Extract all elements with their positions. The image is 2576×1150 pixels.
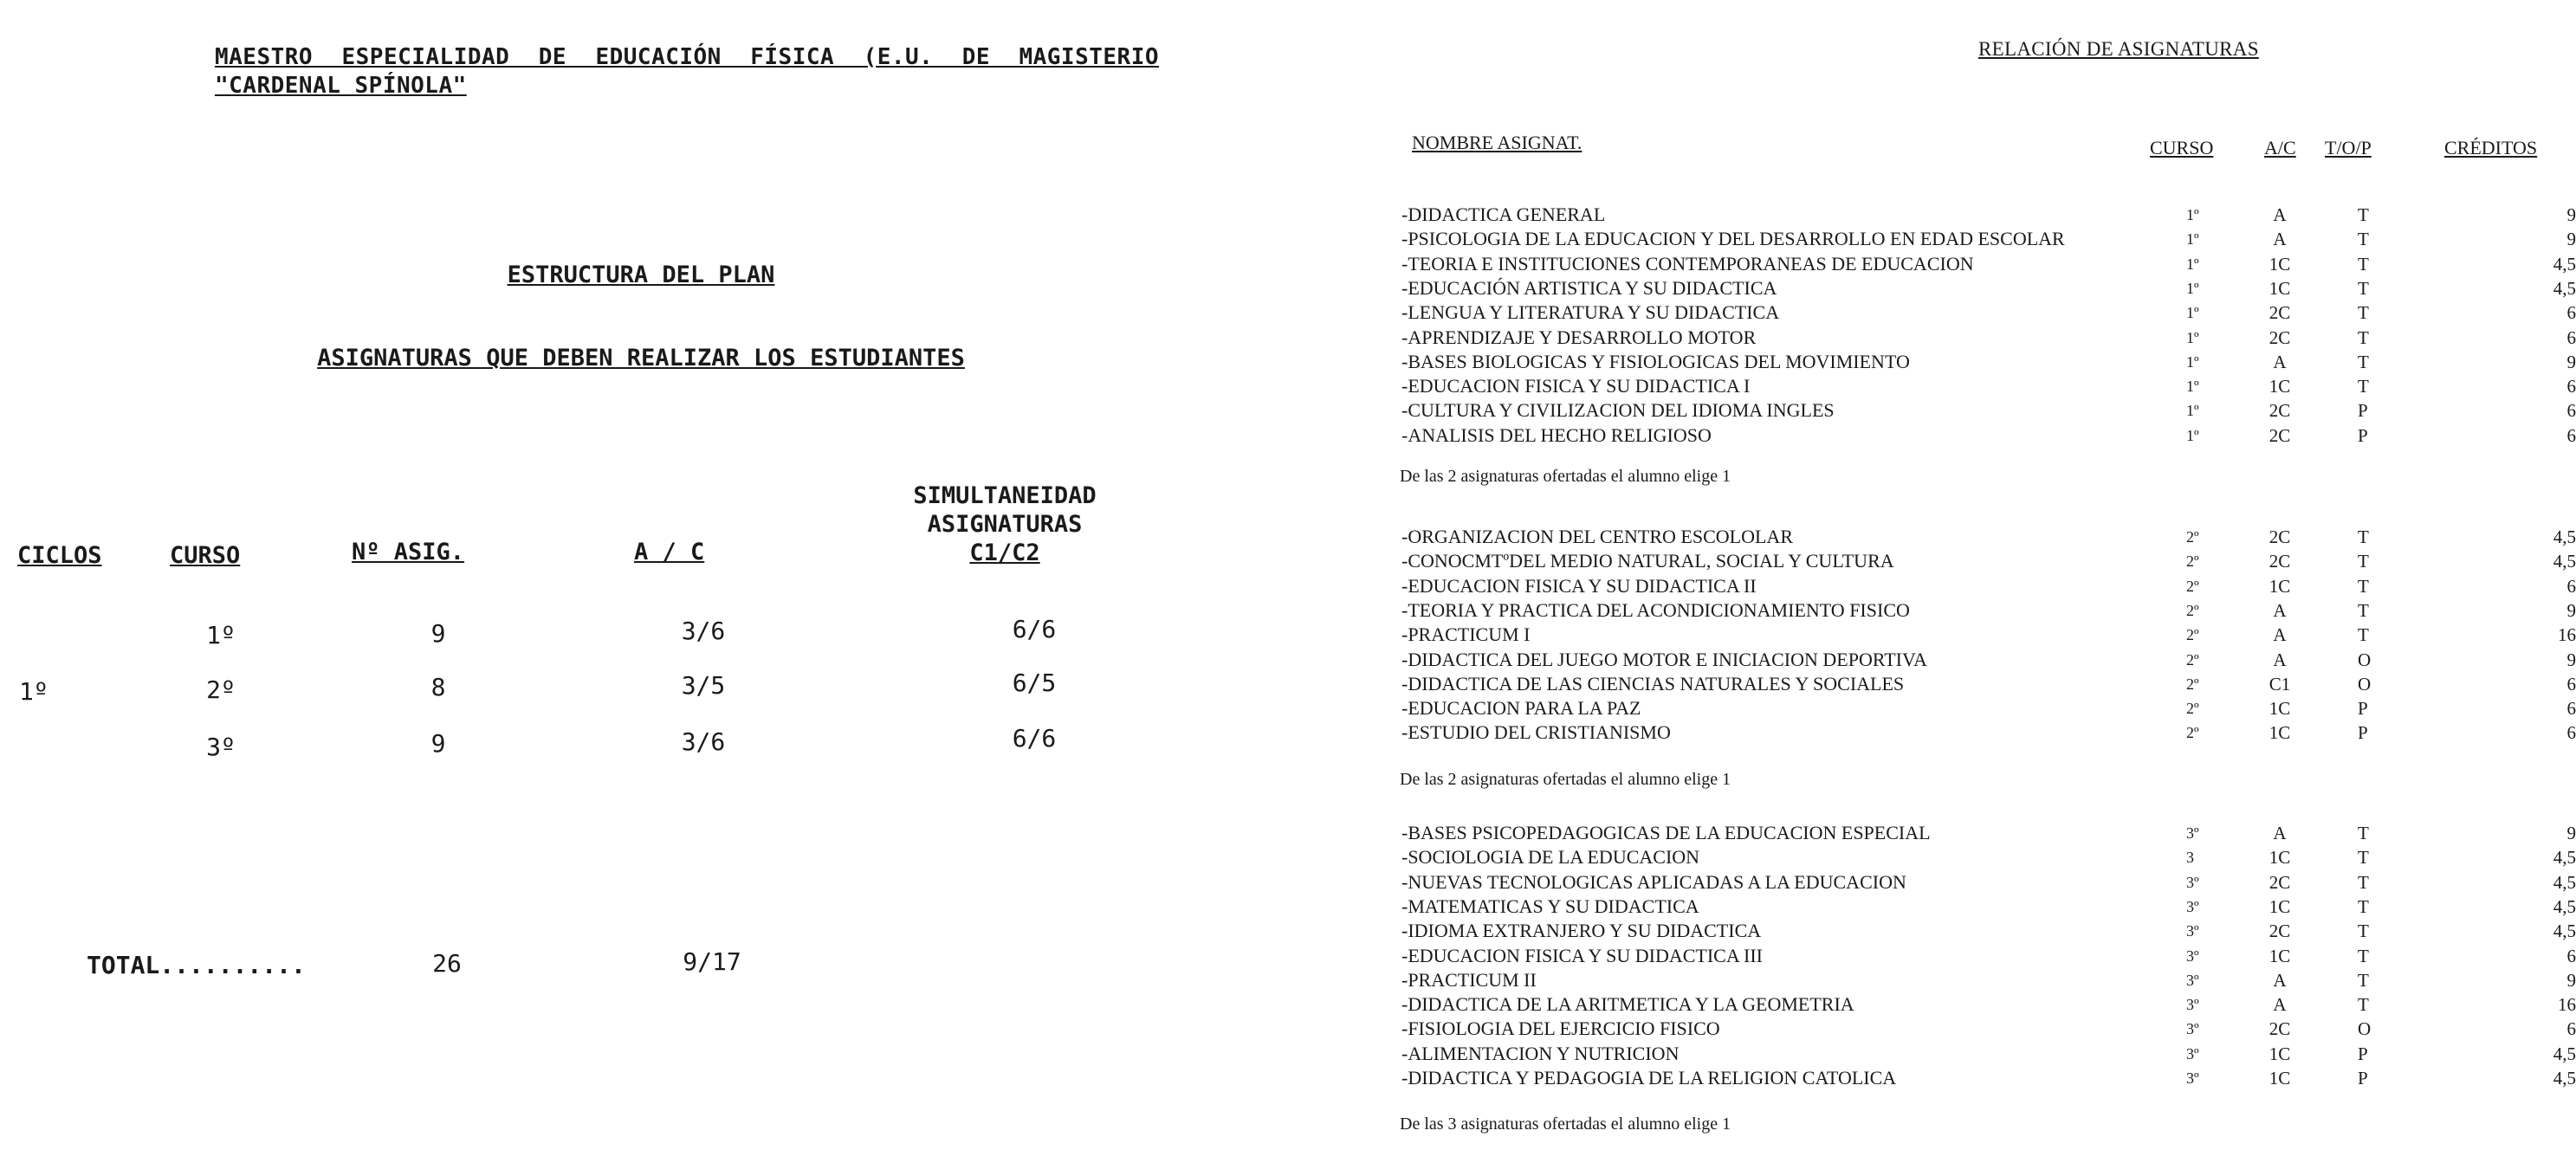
subject-top: T	[2358, 376, 2369, 397]
subject-credits: 9	[2566, 969, 2576, 991]
subject-row	[1401, 870, 2576, 895]
subject-credits: 6	[2566, 376, 2576, 397]
total-n-asig: 26	[432, 949, 462, 978]
subject-ac: 2C	[2269, 302, 2291, 324]
simul-line-1: SIMULTANEIDAD	[913, 482, 1097, 509]
subject-name: -DIDACTICA DEL JUEGO MOTOR E INICIACION DEPORTIVA	[1401, 648, 1927, 670]
subject-name: -SOCIOLOGIA DE LA EDUCACION	[1401, 846, 1700, 869]
subject-name: -NUEVAS TECNOLOGICAS APLICADAS A LA EDUCACION	[1401, 870, 1906, 893]
subject-row	[1401, 968, 2576, 992]
subject-top: T	[2358, 527, 2369, 547]
subject-credits: 6	[2566, 575, 2576, 597]
subject-credits: 6	[2566, 945, 2576, 966]
subject-row	[1401, 648, 2576, 672]
row3-n-asig: 9	[430, 729, 446, 758]
subject-curso: 3º	[2186, 1020, 2199, 1038]
subject-ac: A	[2273, 599, 2287, 621]
subject-curso: 1º	[2186, 352, 2199, 371]
subject-top: P	[2358, 400, 2368, 422]
subject-row	[1401, 252, 2576, 276]
header-creditos: CRÉDITOS	[2444, 137, 2538, 158]
subject-row	[1401, 549, 2576, 573]
subject-row	[1401, 276, 2576, 300]
subject-ac: 1C	[2269, 847, 2291, 869]
subject-row	[1401, 696, 2576, 720]
subject-name: -CULTURA Y CIVILIZACION DEL IDIOMA INGLES	[1401, 399, 1835, 422]
subject-name: -ESTUDIO DEL CRISTIANISMO	[1401, 721, 1671, 744]
subject-top: P	[2358, 722, 2368, 744]
subject-name: -BASES PSICOPEDAGOGICAS DE LA EDUCACION ESPECIAL	[1401, 822, 1931, 843]
row1-ac: 3/6	[681, 617, 726, 645]
subject-curso: 1º	[2186, 304, 2199, 322]
subject-credits: 6	[2566, 698, 2576, 720]
subject-ac: 2C	[2269, 527, 2291, 547]
subject-top: T	[2358, 204, 2369, 225]
subject-top: T	[2358, 994, 2369, 1016]
subject-top: T	[2358, 277, 2369, 299]
subject-row	[1401, 398, 2576, 423]
subject-row	[1401, 300, 2576, 325]
subject-credits: 4,5	[2553, 253, 2576, 275]
subject-top: T	[2358, 847, 2369, 869]
subject-ac: A	[2273, 229, 2287, 250]
subject-curso: 2º	[2186, 626, 2199, 644]
subject-row	[1401, 574, 2576, 598]
subject-row	[1401, 350, 2576, 374]
document-header: MAESTRO ESPECIALIDAD DE EDUCACIÓN FÍSICA (E.U. DE MAGISTERIO "CARDENAL SPÍNOLA"	[215, 44, 1159, 99]
subject-top: P	[2358, 1068, 2368, 1089]
subject-ac: 1C	[2269, 1068, 2291, 1089]
subject-ac: 2C	[2269, 1018, 2291, 1040]
subject-top: O	[2358, 649, 2372, 670]
subject-top: T	[2358, 351, 2369, 372]
subject-credits: 9	[2566, 649, 2576, 670]
subject-credits: 4,5	[2553, 895, 2576, 917]
col-header-ac: A / C	[634, 539, 705, 565]
subject-row	[1401, 326, 2576, 350]
subject-row	[1401, 423, 2576, 448]
subject-top: O	[2358, 673, 2372, 695]
row3-ac: 3/6	[681, 727, 726, 756]
subject-credits: 4,5	[2553, 847, 2576, 869]
subject-ac: 1C	[2269, 895, 2291, 917]
subject-name: -EDUCACION FISICA Y SU DIDACTICA I	[1401, 375, 1751, 397]
subject-curso: 1º	[2186, 255, 2199, 273]
subject-ac: A	[2273, 994, 2287, 1016]
subject-credits: 6	[2566, 673, 2576, 695]
subject-top: T	[2358, 921, 2369, 942]
subject-name: -DIDACTICA DE LA ARITMETICA Y LA GEOMETRIA	[1401, 993, 1854, 1016]
subject-top: P	[2358, 424, 2368, 446]
subject-name: -TEORIA E INSTITUCIONES CONTEMPORANEAS DE EDUCACION	[1401, 252, 1974, 275]
subject-credits: 9	[2566, 823, 2576, 843]
total-ac: 9/17	[683, 947, 741, 976]
subject-curso: 2º	[2186, 724, 2199, 742]
subject-credits: 4,5	[2553, 527, 2576, 547]
subject-top: T	[2358, 599, 2369, 621]
row1-n-asig: 9	[430, 619, 446, 648]
subject-curso: 3	[2186, 849, 2194, 867]
subject-curso: 3º	[2186, 971, 2199, 989]
elective-note: De las 2 asignaturas ofertadas el alumno elige 1	[1400, 769, 1731, 789]
subject-curso: 1º	[2186, 378, 2199, 396]
subject-curso: 2º	[2186, 650, 2199, 669]
subject-top: T	[2358, 551, 2369, 572]
subject-curso: 3º	[2186, 897, 2199, 915]
col-header-n-asig: Nº ASIG.	[352, 539, 465, 565]
subject-curso: 3º	[2186, 1069, 2199, 1087]
subject-credits: 6	[2566, 424, 2576, 446]
subject-ac: 2C	[2269, 551, 2291, 572]
header-top: T/O/P	[2325, 137, 2372, 158]
subject-row	[1401, 992, 2576, 1017]
subject-top: T	[2358, 326, 2369, 348]
subject-top: T	[2358, 895, 2369, 917]
subject-ac: 1C	[2269, 1043, 2291, 1064]
col-header-simultaneidad	[875, 481, 1135, 567]
subjects-title: ASIGNATURAS QUE DEBEN REALIZAR LOS ESTUDIANTES	[317, 345, 965, 371]
subject-curso: 3º	[2186, 1044, 2199, 1063]
subject-curso: 2º	[2186, 700, 2199, 718]
subject-name: -TEORIA Y PRACTICA DEL ACONDICIONAMIENTO FISICO	[1401, 598, 1910, 621]
subject-credits: 4,5	[2553, 921, 2576, 942]
subject-curso: 1º	[2186, 426, 2199, 444]
col-header-curso: CURSO	[170, 542, 241, 569]
subject-row	[1401, 525, 2576, 549]
subject-row	[1401, 227, 2576, 251]
subject-ac: 1C	[2269, 575, 2291, 597]
subject-row	[1401, 623, 2576, 647]
subject-ac: 1C	[2269, 253, 2291, 275]
subject-name: -DIDACTICA GENERAL	[1401, 204, 1606, 225]
subject-credits: 4,5	[2553, 551, 2576, 572]
subject-curso: 2º	[2186, 552, 2199, 571]
subject-name: -ORGANIZACION DEL CENTRO ESCOLOLAR	[1401, 526, 1793, 547]
subject-name: -ALIMENTACION Y NUTRICION	[1401, 1042, 1680, 1064]
relation-title: RELACIÓN DE ASIGNATURAS	[1978, 38, 2259, 60]
subject-top: T	[2358, 575, 2369, 597]
subject-ac: A	[2273, 351, 2287, 372]
subject-name: -DIDACTICA DE LAS CIENCIAS NATURALES Y SOCIALES	[1401, 672, 1905, 695]
subject-name: -EDUCACION PARA LA PAZ	[1401, 697, 1641, 720]
subject-ac: 2C	[2269, 921, 2291, 942]
subject-curso: 1º	[2186, 402, 2199, 420]
subject-ac: A	[2273, 969, 2287, 991]
subject-curso: 3º	[2186, 922, 2199, 940]
simul-line-2: ASIGNATURAS	[927, 511, 1083, 538]
subject-curso: 3º	[2186, 946, 2199, 965]
subject-ac: 2C	[2269, 326, 2291, 348]
subject-name: -PRACTICUM I	[1401, 623, 1531, 646]
subject-credits: 9	[2566, 204, 2576, 225]
subject-name: -BASES BIOLOGICAS Y FISIOLOGICAS DEL MOVIMIENTO	[1401, 350, 1910, 372]
subject-row	[1401, 374, 2576, 398]
subject-credits: 4,5	[2553, 1043, 2576, 1064]
subject-ac: C1	[2269, 673, 2291, 695]
subject-top: T	[2358, 624, 2369, 646]
subject-ac: 2C	[2269, 400, 2291, 422]
subject-ac: 1C	[2269, 945, 2291, 966]
subject-credits: 4,5	[2553, 277, 2576, 299]
subject-ac: A	[2273, 624, 2287, 646]
subject-curso: 1º	[2186, 328, 2199, 346]
subject-top: T	[2358, 871, 2369, 893]
row1-simul: 6/6	[1012, 615, 1057, 643]
subject-ac: A	[2273, 649, 2287, 670]
subject-credits: 9	[2566, 599, 2576, 621]
subject-top: T	[2358, 253, 2369, 275]
subject-row	[1401, 895, 2576, 919]
subject-name: -APRENDIZAJE Y DESARROLLO MOTOR	[1401, 326, 1757, 348]
row3-simul: 6/6	[1012, 724, 1057, 753]
subject-name: -ANALISIS DEL HECHO RELIGIOSO	[1401, 423, 1712, 446]
header-nombre-asignat: NOMBRE ASIGNAT.	[1412, 132, 1582, 153]
subject-name: -EDUCACIÓN ARTISTICA Y SU DIDACTICA	[1401, 276, 1777, 299]
row2-ac: 3/5	[681, 671, 726, 700]
col-header-ciclos: CICLOS	[17, 542, 102, 569]
subject-curso: 1º	[2186, 279, 2199, 297]
subject-row	[1401, 821, 2576, 845]
subject-row	[1401, 1066, 2576, 1090]
subject-top: T	[2358, 823, 2369, 843]
subject-name: -IDIOMA EXTRANJERO Y SU DIDACTICA	[1401, 920, 1762, 942]
subject-curso: 2º	[2186, 528, 2199, 546]
subject-top: T	[2358, 229, 2369, 250]
subject-name: -CONOCMTºDEL MEDIO NATURAL, SOCIAL Y CULTURA	[1401, 550, 1894, 572]
subject-ac: 1C	[2269, 698, 2291, 720]
subject-ac: A	[2273, 204, 2287, 225]
subject-ac: 2C	[2269, 424, 2291, 446]
row2-curso: 2º	[206, 675, 236, 704]
subject-curso: 3º	[2186, 996, 2199, 1014]
subject-credits: 4,5	[2553, 1068, 2576, 1089]
subject-name: -DIDACTICA Y PEDAGOGIA DE LA RELIGION CATOLICA	[1401, 1067, 1897, 1089]
ciclo-value: 1º	[19, 677, 49, 706]
subject-name: -EDUCACION FISICA Y SU DIDACTICA II	[1401, 574, 1757, 597]
header-ac: A/C	[2264, 137, 2296, 158]
subject-credits: 9	[2566, 229, 2576, 250]
subject-ac: 1C	[2269, 376, 2291, 397]
subject-curso: 2º	[2186, 675, 2199, 693]
subject-row	[1401, 203, 2576, 227]
row2-simul: 6/5	[1012, 669, 1057, 697]
subject-row	[1401, 845, 2576, 869]
subject-row	[1401, 944, 2576, 968]
elective-note: De las 2 asignaturas ofertadas el alumno elige 1	[1400, 467, 1731, 486]
plan-title: ESTRUCTURA DEL PLAN	[507, 262, 775, 288]
subject-top: P	[2358, 1043, 2368, 1064]
subject-top: T	[2358, 945, 2369, 966]
subject-curso: 1º	[2186, 230, 2199, 249]
subject-credits: 16	[2558, 624, 2576, 646]
subject-row	[1401, 672, 2576, 696]
header-curso: CURSO	[2150, 137, 2214, 158]
subject-ac: 1C	[2269, 277, 2291, 299]
subject-ac: 2C	[2269, 871, 2291, 893]
right-page	[1369, 0, 2576, 1150]
subject-row	[1401, 598, 2576, 623]
subject-name: -PSICOLOGIA DE LA EDUCACION Y DEL DESARROLLO EN EDAD ESCOLAR	[1401, 228, 2065, 250]
row1-curso: 1º	[206, 621, 236, 649]
subject-curso: 3º	[2186, 873, 2199, 891]
subject-name: -PRACTICUM II	[1401, 968, 1537, 991]
subject-row	[1401, 919, 2576, 943]
subject-credits: 6	[2566, 400, 2576, 422]
subject-credits: 6	[2566, 326, 2576, 348]
subject-top: O	[2358, 1018, 2372, 1040]
subject-credits: 4,5	[2553, 871, 2576, 893]
row2-n-asig: 8	[430, 673, 446, 701]
subject-top: T	[2358, 302, 2369, 324]
subject-row	[1401, 1042, 2576, 1066]
subject-row	[1401, 1017, 2576, 1041]
subject-curso: 3º	[2186, 824, 2199, 842]
subject-curso: 1º	[2186, 206, 2199, 223]
left-page	[0, 0, 1282, 1150]
subject-ac: A	[2273, 823, 2287, 843]
subject-top: T	[2358, 969, 2369, 991]
subject-credits: 6	[2566, 722, 2576, 744]
subject-ac: 1C	[2269, 722, 2291, 744]
elective-note: De las 3 asignaturas ofertadas el alumno elige 1	[1400, 1114, 1731, 1134]
subject-top: P	[2358, 698, 2368, 720]
subject-row	[1401, 720, 2576, 745]
subject-curso: 2º	[2186, 601, 2199, 619]
subject-credits: 6	[2566, 1018, 2576, 1040]
subject-credits: 9	[2566, 351, 2576, 372]
total-label: TOTAL..........	[87, 951, 306, 979]
subject-name: -FISIOLOGIA DEL EJERCICIO FISICO	[1401, 1018, 1720, 1040]
subject-curso: 2º	[2186, 577, 2199, 595]
row3-curso: 3º	[206, 733, 236, 761]
subject-name: -MATEMATICAS Y SU DIDACTICA	[1401, 895, 1699, 917]
subject-credits: 6	[2566, 302, 2576, 324]
subject-name: -LENGUA Y LITERATURA Y SU DIDACTICA	[1401, 301, 1780, 324]
subject-name: -EDUCACION FISICA Y SU DIDACTICA III	[1401, 944, 1763, 966]
subject-credits: 16	[2558, 994, 2576, 1016]
simul-line-3: C1/C2	[969, 539, 1040, 566]
